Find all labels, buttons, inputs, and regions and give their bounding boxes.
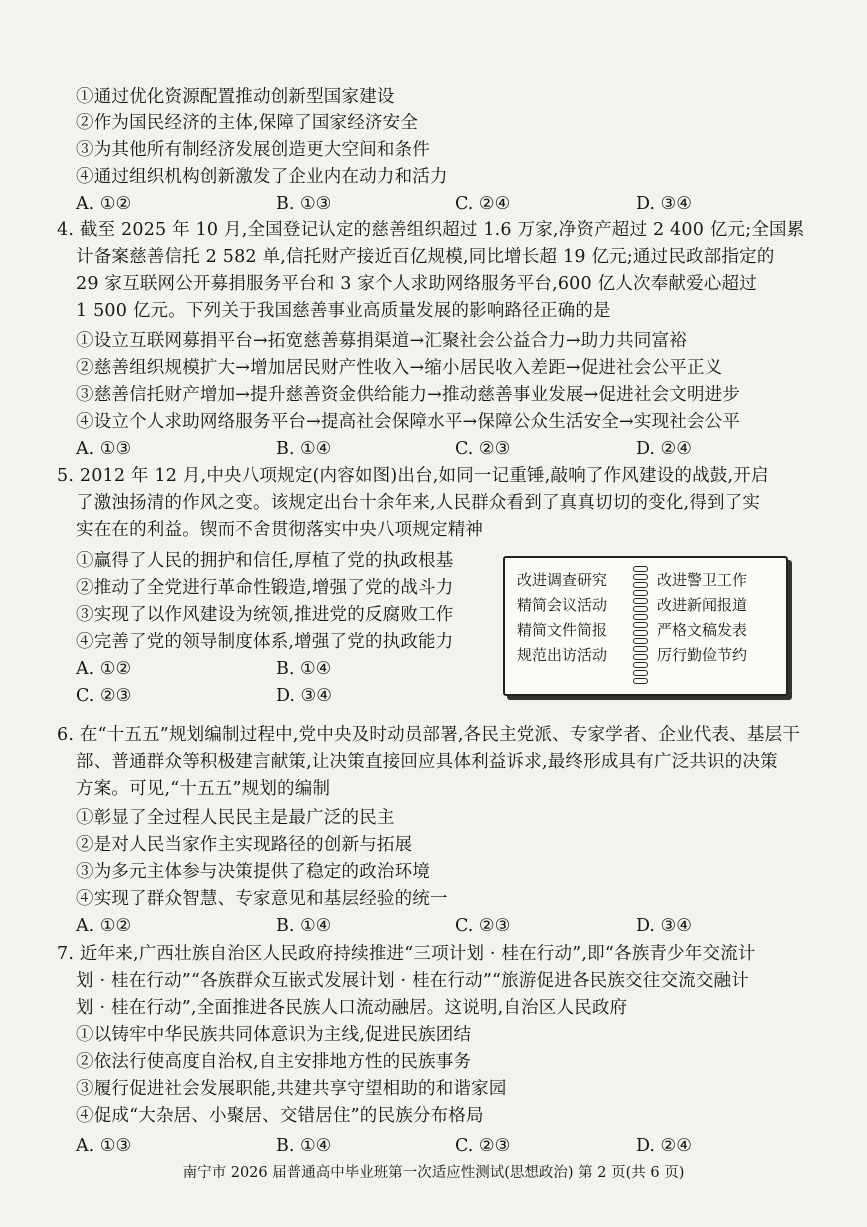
q6-option-c: C. ②③ — [455, 916, 511, 936]
q3-option-d: D. ③④ — [636, 194, 692, 214]
q5-option-b: B. ①④ — [276, 659, 332, 679]
rule-item: 严格文稿发表 — [657, 621, 748, 639]
q5-item-1: ①赢得了人民的拥护和信任,厚植了党的执政根基 — [76, 551, 454, 571]
q6-item-1: ①彰显了全过程人民民主是最广泛的民主 — [76, 808, 395, 828]
notebook-right-page — [657, 568, 747, 668]
q6-option-a: A. ①② — [76, 916, 132, 936]
q4-stem-line-4: 1 500 亿元。下列关于我国慈善事业高质量发展的影响路径正确的是 — [76, 301, 611, 321]
q7-option-d: D. ②④ — [636, 1136, 692, 1156]
q7-item-1: ①以铸牢中华民族共同体意识为主线,促进民族团结 — [76, 1025, 472, 1045]
rule-item: 规范出访活动 — [517, 646, 608, 664]
q7-stem-line-3: 划 · 桂在行动”,全面推进各民族人口流动融居。这说明,自治区人民政府 — [76, 998, 628, 1018]
page-footer: 南宁市 2026 届普通高中毕业班第一次适应性测试(思想政治) 第 2 页(共 6 页) — [182, 1165, 685, 1181]
q7-stem-line-1: 7. 近年来,广西壮族自治区人民政府持续推进“三项计划 · 桂在行动”,即“各族青少年交流计 — [57, 944, 756, 964]
notebook-spiral-binding — [633, 562, 647, 686]
q5-stem-line-1: 5. 2012 年 12 月,中央八项规定(内容如图)出台,如同一记重锤,敲响了作风建设的战鼓,开启 — [57, 466, 769, 486]
rule-item: 改进警卫工作 — [657, 571, 748, 589]
q6-stem-line-3: 方案。可见,“十五五”规划的编制 — [76, 779, 331, 799]
q6-item-4: ④实现了群众智慧、专家意见和基层经验的统一 — [76, 889, 448, 909]
q5-option-a: A. ①② — [76, 659, 132, 679]
q4-item-2: ②慈善组织规模扩大→增加居民财产性收入→缩小居民收入差距→促进社会公平正义 — [76, 358, 723, 378]
q7-option-b: B. ①④ — [276, 1136, 332, 1156]
q6-item-3: ③为多元主体参与决策提供了稳定的政治环境 — [76, 862, 430, 882]
q7-option-c: C. ②③ — [455, 1136, 511, 1156]
q6-stem-line-1: 6. 在“十五五”规划编制过程中,党中央及时动员部署,各民主党派、专家学者、企业代表、基层干 — [57, 725, 800, 745]
q3-item-1: ①通过优化资源配置推动创新型国家建设 — [76, 87, 395, 107]
q7-stem-line-2: 划 · 桂在行动”“各族群众互嵌式发展计划 · 桂在行动”“旅游促进各民族交往交流交融计 — [76, 971, 749, 991]
q4-item-4: ④设立个人求助网络服务平台→提高社会保障水平→保障公众生活安全→实现社会公平 — [76, 412, 741, 432]
q7-option-a: A. ①③ — [76, 1136, 132, 1156]
rule-item: 厉行勤俭节约 — [657, 646, 748, 664]
q3-option-b: B. ①③ — [276, 194, 332, 214]
q7-item-2: ②依法行使高度自治权,自主安排地方性的民族事务 — [76, 1052, 472, 1072]
q5-item-4: ④完善了党的领导制度体系,增强了党的执政能力 — [76, 632, 454, 652]
q5-option-c: C. ②③ — [76, 686, 132, 706]
notebook-left-page — [517, 568, 607, 668]
q4-option-a: A. ①③ — [76, 439, 132, 459]
q7-item-3: ③履行促进社会发展职能,共建共享守望相助的和谐家园 — [76, 1079, 507, 1099]
q6-item-2: ②是对人民当家作主实现路径的创新与拓展 — [76, 835, 413, 855]
q7-item-4: ④促成“大杂居、小聚居、交错居住”的民族分布格局 — [76, 1106, 484, 1126]
q3-option-c: C. ②④ — [455, 194, 511, 214]
q4-item-3: ③慈善信托财产增加→提升慈善资金供给能力→推动慈善事业发展→促进社会文明进步 — [76, 385, 741, 405]
rule-item: 改进调查研究 — [517, 571, 608, 589]
q4-option-c: C. ②③ — [455, 439, 511, 459]
eight-rules-notebook-figure — [503, 556, 788, 696]
q5-item-3: ③实现了以作风建设为统领,推进党的反腐败工作 — [76, 605, 454, 625]
q5-option-d: D. ③④ — [276, 686, 332, 706]
q3-item-3: ③为其他所有制经济发展创造更大空间和条件 — [76, 140, 430, 160]
q4-item-1: ①设立互联网募捐平台→拓宽慈善募捐渠道→汇聚社会公益合力→助力共同富裕 — [76, 331, 687, 351]
q4-stem-line-2: 计备案慈善信托 2 582 单,信托财产接近百亿规模,同比增长超 19 亿元;通过民政部指定的 — [76, 247, 775, 267]
q6-option-b: B. ①④ — [276, 916, 332, 936]
q4-stem-line-1: 4. 截至 2025 年 10 月,全国登记认定的慈善组织超过 1.6 万家,净资产超过 2 400 亿元;全国累 — [57, 220, 805, 240]
q4-option-b: B. ①④ — [276, 439, 332, 459]
q5-stem-line-2: 了激浊扬清的作风之变。该规定出台十余年来,人民群众看到了真真切切的变化,得到了实 — [76, 493, 761, 513]
q4-option-d: D. ②④ — [636, 439, 692, 459]
q5-item-2: ②推动了全党进行革命性锻造,增强了党的战斗力 — [76, 578, 454, 598]
q3-option-a: A. ①② — [76, 194, 132, 214]
rule-item: 精简会议活动 — [517, 596, 608, 614]
rule-item: 精简文件简报 — [517, 621, 608, 639]
q3-item-2: ②作为国民经济的主体,保障了国家经济安全 — [76, 113, 419, 133]
rule-item: 改进新闻报道 — [657, 596, 748, 614]
q6-option-d: D. ③④ — [636, 916, 692, 936]
q4-stem-line-3: 29 家互联网公开募捐服务平台和 3 家个人求助网络服务平台,600 亿人次奉献爱心超过 — [76, 274, 757, 294]
q6-stem-line-2: 部、普通群众等积极建言献策,让决策直接回应具体利益诉求,最终形成具有广泛共识的决策 — [76, 752, 778, 772]
q5-stem-line-3: 实在在的利益。锲而不舍贯彻落实中央八项规定精神 — [76, 520, 484, 540]
q3-item-4: ④通过组织机构创新激发了企业内在动力和活力 — [76, 167, 448, 187]
